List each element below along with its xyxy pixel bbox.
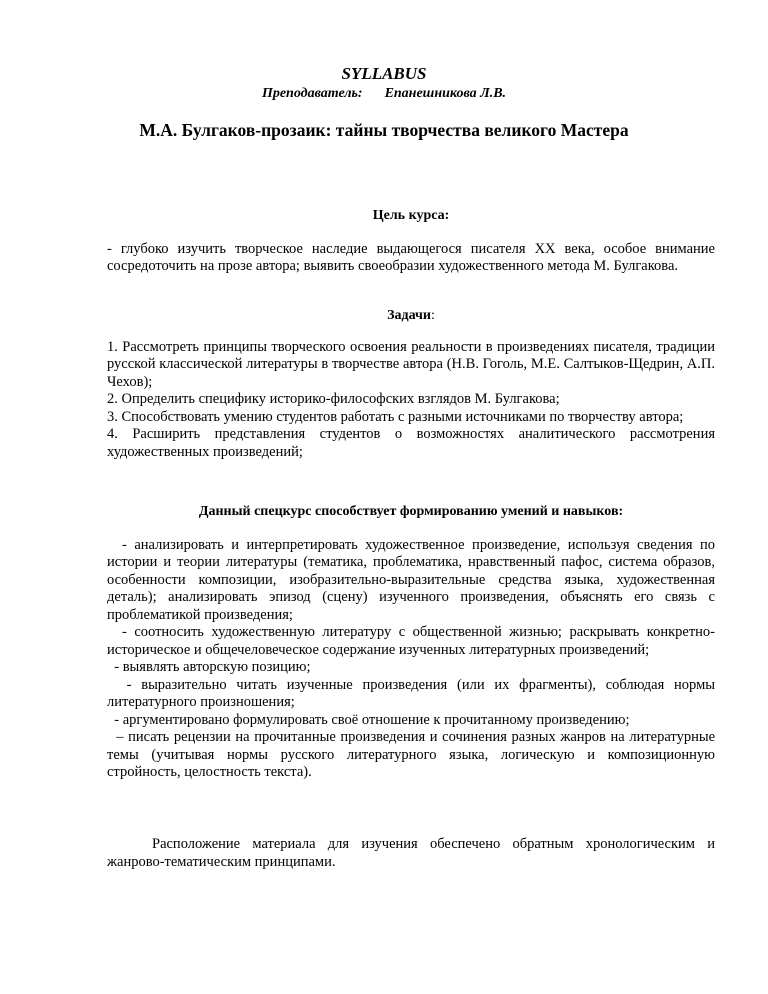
tasks-section <box>107 307 715 461</box>
task-item-2: 2. Определить специфику историко-философских взглядов М. Булгакова; <box>107 391 560 407</box>
course-title: М.А. Булгаков-прозаик: тайны творчества великого Мастера <box>139 120 629 140</box>
closing-section <box>107 836 715 871</box>
skills-list <box>107 536 719 782</box>
skill-item-5: - аргументировано формулировать своё отношение к прочитанному произведению; <box>107 711 630 728</box>
skill-item-6: – писать рецензии на прочитанные произведения и сочинения разных жанров на литературные темы (учитывая нормы русского литературного языка, логическую и композиционную стройность, целостность текста). <box>107 729 719 780</box>
task-item-3: 3. Способствовать умению студентов работать с разными источниками по творчеству автора; <box>107 408 684 425</box>
tasks-heading-colon: : <box>430 308 435 323</box>
skills-section <box>107 503 719 782</box>
task-item-4: 4. Расширить представления студентов о возможностях аналитического рассмотрения художественных произведений; <box>107 426 715 460</box>
teacher-name: Епанешникова Л.В. <box>384 86 507 101</box>
goal-section <box>107 207 715 276</box>
closing-text: Расположение материала для изучения обеспечено обратным хронологическим и жанрово-тематическим принципами. <box>107 836 715 870</box>
goal-text: - глубоко изучить творческое наследие выдающегося писателя XX века, особое внимание сосредоточить на прозе автора; выявить своеобразии художественного метода М. Булгакова. <box>107 240 715 274</box>
document-title: SYLLABUS <box>341 64 427 83</box>
goal-heading: Цель курса: <box>372 208 450 223</box>
tasks-heading <box>107 307 715 325</box>
tasks-heading-text: Задачи <box>387 308 431 323</box>
teacher-line <box>0 86 768 102</box>
skill-item-3: - выявлять авторскую позицию; <box>107 659 311 675</box>
tasks-list <box>107 339 715 462</box>
skill-item-4: - выразительно читать изученные произведения (или их фрагменты), соблюдая нормы литературного произношения; <box>107 676 719 710</box>
skill-item-1: - анализировать и интерпретировать художественное произведение, используя сведения по истории и теории литературы (тематика, проблематика, нравственный пафос, система образов, особенности композиции, изобразительно-выразительные средства языка, художественная деталь); анализировать эпизод (сцену) изученного произведения, объяснять его связь с проблематикой произведения; <box>107 536 719 623</box>
teacher-label: Преподаватель: <box>261 86 363 101</box>
task-item-1: 1. Рассмотреть принципы творческого освоения реальности в произведениях писателя, традиции русской классической литературы в творчестве автора (Н.В. Гоголь, М.Е. Салтыков-Щедрин, А.П. Чехов); <box>107 338 715 390</box>
skill-item-2: - соотносить художественную литературу с общественной жизнью; раскрывать конкретно-историческое и общечеловеческое содержание изученных литературных произведений; <box>107 624 715 658</box>
skills-heading: Данный спецкурс способствует формированию умений и навыков: <box>198 504 624 519</box>
